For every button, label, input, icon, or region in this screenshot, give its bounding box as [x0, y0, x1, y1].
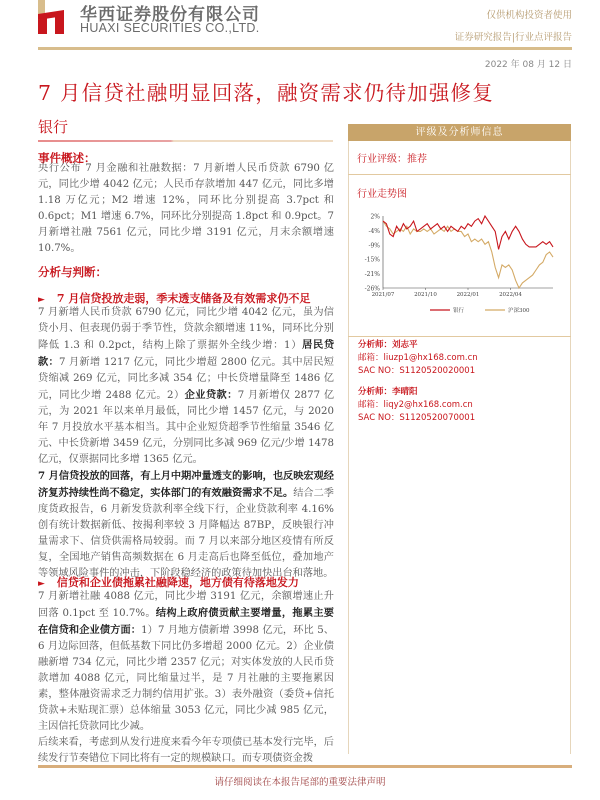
- analysis-paragraph-2: [38, 589, 334, 767]
- analyst-email[interactable]: 邮箱：liqy2@hx168.com.cn: [358, 400, 473, 410]
- analysis-subheading-1: [38, 290, 334, 306]
- company-name-en: HUAXI SECURITIES CO.,LTD.: [80, 21, 260, 35]
- industry-rating: 行业评级：推荐: [357, 154, 427, 165]
- report-type: 证券研究报告|行业点评报告: [454, 32, 572, 43]
- text: 7 月新增 1217 亿元，同比少增超 2800 亿元。其中居民短贷缩减 269 亿元，同比多减 354 亿；中长贷增量降至 1486 亿元，同比少增 2488 亿元。2）: [38, 357, 334, 401]
- report-title: 7 月信贷社融明显回落，融资需求仍待加强修复: [38, 81, 494, 105]
- triangle-bullet-icon: ►: [38, 579, 45, 589]
- text: 结合二季度货政报告，6 月新发贷款利率全线下行，企业贷款利率 4.16%创有统计数据新低、按揭利率较 3 月降幅达 87BP，反映银行冲量需求下、信贷供需格局较弱。而 7 月以来部分地区疫情有所反复，全国地产销售高频数据在 6 月走高后也降至低位，叠加地产等领域风险事件的冲击，下阶段稳经济的政策待加快出台和落地。: [38, 488, 334, 579]
- footer-divider: [38, 765, 572, 768]
- analysis-paragraph-1: [38, 305, 334, 582]
- y-tick-label: -4%: [368, 227, 380, 235]
- sidebar-divider: [348, 174, 571, 175]
- y-tick-label: -21%: [364, 271, 380, 279]
- company-name-cn: 华西证券股份有限公司: [80, 5, 260, 25]
- sector-label: 银行: [38, 118, 69, 136]
- company-logo-icon: [38, 0, 64, 34]
- legal-notice: 请仔细阅读在本报告尾部的重要法律声明: [214, 777, 386, 788]
- sidebar-header: 评级及分析师信息: [348, 124, 571, 141]
- y-tick-label: -9%: [368, 242, 380, 250]
- bold-text: 结构上政府债贡献主要增量，拖累主要在信贷和企业债方面：: [38, 607, 334, 636]
- series-line-1: [383, 221, 553, 288]
- analysis-subheading-2: [38, 574, 334, 590]
- subheading-text: 7 月信贷投放走弱，季末透支储备及有效需求仍不足: [56, 292, 311, 305]
- industry-trend-chart: [355, 210, 570, 320]
- chart-title: 行业走势图: [357, 189, 407, 200]
- legend-label: 银行: [453, 308, 465, 314]
- event-heading: 事件概述：: [38, 151, 96, 165]
- text: 7 月新增人民币贷款 6790 亿元，同比少增 4042 亿元，虽为信贷小月、但表现仍弱于季节性，贷款余额增速 11%，同环比分别降低 1.3 和 0.2pct，结构上除了票据外全线少增：1）: [38, 307, 334, 351]
- analyst-sac: SAC NO：S1120520070001: [358, 413, 476, 423]
- analyst-1: [358, 339, 478, 378]
- sidebar-divider: [348, 336, 571, 337]
- analyst-name: 分析师：李晴阳: [358, 387, 418, 397]
- text: 1）7 月地方债新增 3998 亿元，环比 5、6 月边际回落，但低基数下同比仍多增超 2000 亿元。2）企业债融新增 734 亿元，同比少增 2357 亿元；对实体发放的人民币贷款增加 4088 亿元，同比缩量过半，是 7 月社融的主要拖累因素，整体融资需求乏力制约信用扩张。3）表外融资（委贷+信托贷款+未贴现汇票）总体缩量 3053 亿元，同比少减 985 亿元，主因信托贷款同比少减。: [38, 625, 334, 732]
- x-tick-label: 2021/07: [371, 292, 395, 298]
- text: 后续来看，考虑到从发行进度来看今年专项债已基本发行完毕，后续发行节奏错位下同比将有一定的规模缺口。而专项债资金拨: [38, 737, 334, 764]
- triangle-bullet-icon: ►: [38, 295, 45, 305]
- audience-note: 仅供机构投资者使用: [486, 10, 572, 21]
- x-tick-label: 2022/04: [499, 292, 522, 298]
- x-tick-label: 2022/01: [456, 292, 480, 298]
- header-divider: [38, 47, 572, 50]
- bold-text: 居民贷款：: [38, 339, 335, 368]
- text: 7 月新增社融 4088 亿元，同比少增 3191 亿元，余额增速止升回落 0.1pct 至 10.7%。: [38, 591, 334, 619]
- series-line-0: [383, 216, 553, 249]
- analyst-sac: SAC NO：S1120520020001: [358, 366, 476, 376]
- legend-label: 沪深300: [508, 308, 530, 314]
- text: 7 月新增仅 2877 亿元，为 2021 年以来单月最低，同比少增 1457 亿元，与 2020 年 7 月投放水平基本相当。其中企业短贷超季节性缩量 3546 亿元、中长贷新增 3459 亿元，分别同比多减 969 亿元/少增 1478 亿元，仅票据同比多增 1365 亿元。: [38, 390, 335, 465]
- y-tick-label: -26%: [364, 285, 380, 293]
- x-tick-label: 2021/10: [414, 292, 437, 298]
- analyst-name: 分析师：刘志平: [358, 340, 418, 350]
- section-divider: [38, 140, 333, 142]
- event-text: 央行公布 7 月金融和社融数据：7 月新增人民币贷款 6790 亿元，同比少增 4042 亿元；人民币存款增加 447 亿元，同比多增 1.18 万亿元；M2 增速 12%，同环比分别提高 3.7pct 和 0.6pct；M1 增速 6.7%，同环比分别提高 1.8pct 和 0.9pct。7 月新增社融 7561 亿元，同比少增 3191 亿元，月末余额增速 10.7%。: [38, 163, 334, 254]
- analysis-heading: 分析与判断：: [38, 265, 107, 279]
- analyst-email[interactable]: 邮箱：liuzp1@hx168.com.cn: [358, 353, 478, 363]
- bold-text: 企业贷款：: [184, 389, 238, 401]
- y-tick-label: -15%: [364, 256, 380, 264]
- report-date: 2022 年 08 月 12 日: [484, 60, 572, 70]
- y-tick-label: 2%: [370, 213, 380, 221]
- subheading-text: 信贷和企业债拖累社融降速，地方债有待落地发力: [56, 576, 299, 589]
- analyst-2: [358, 386, 475, 425]
- bold-text: 7 月信贷投放的回落，有上月中期冲量透支的影响，也反映宏观经济复苏持续性尚不稳定，实体部门的有效融资需求不足。: [38, 470, 334, 499]
